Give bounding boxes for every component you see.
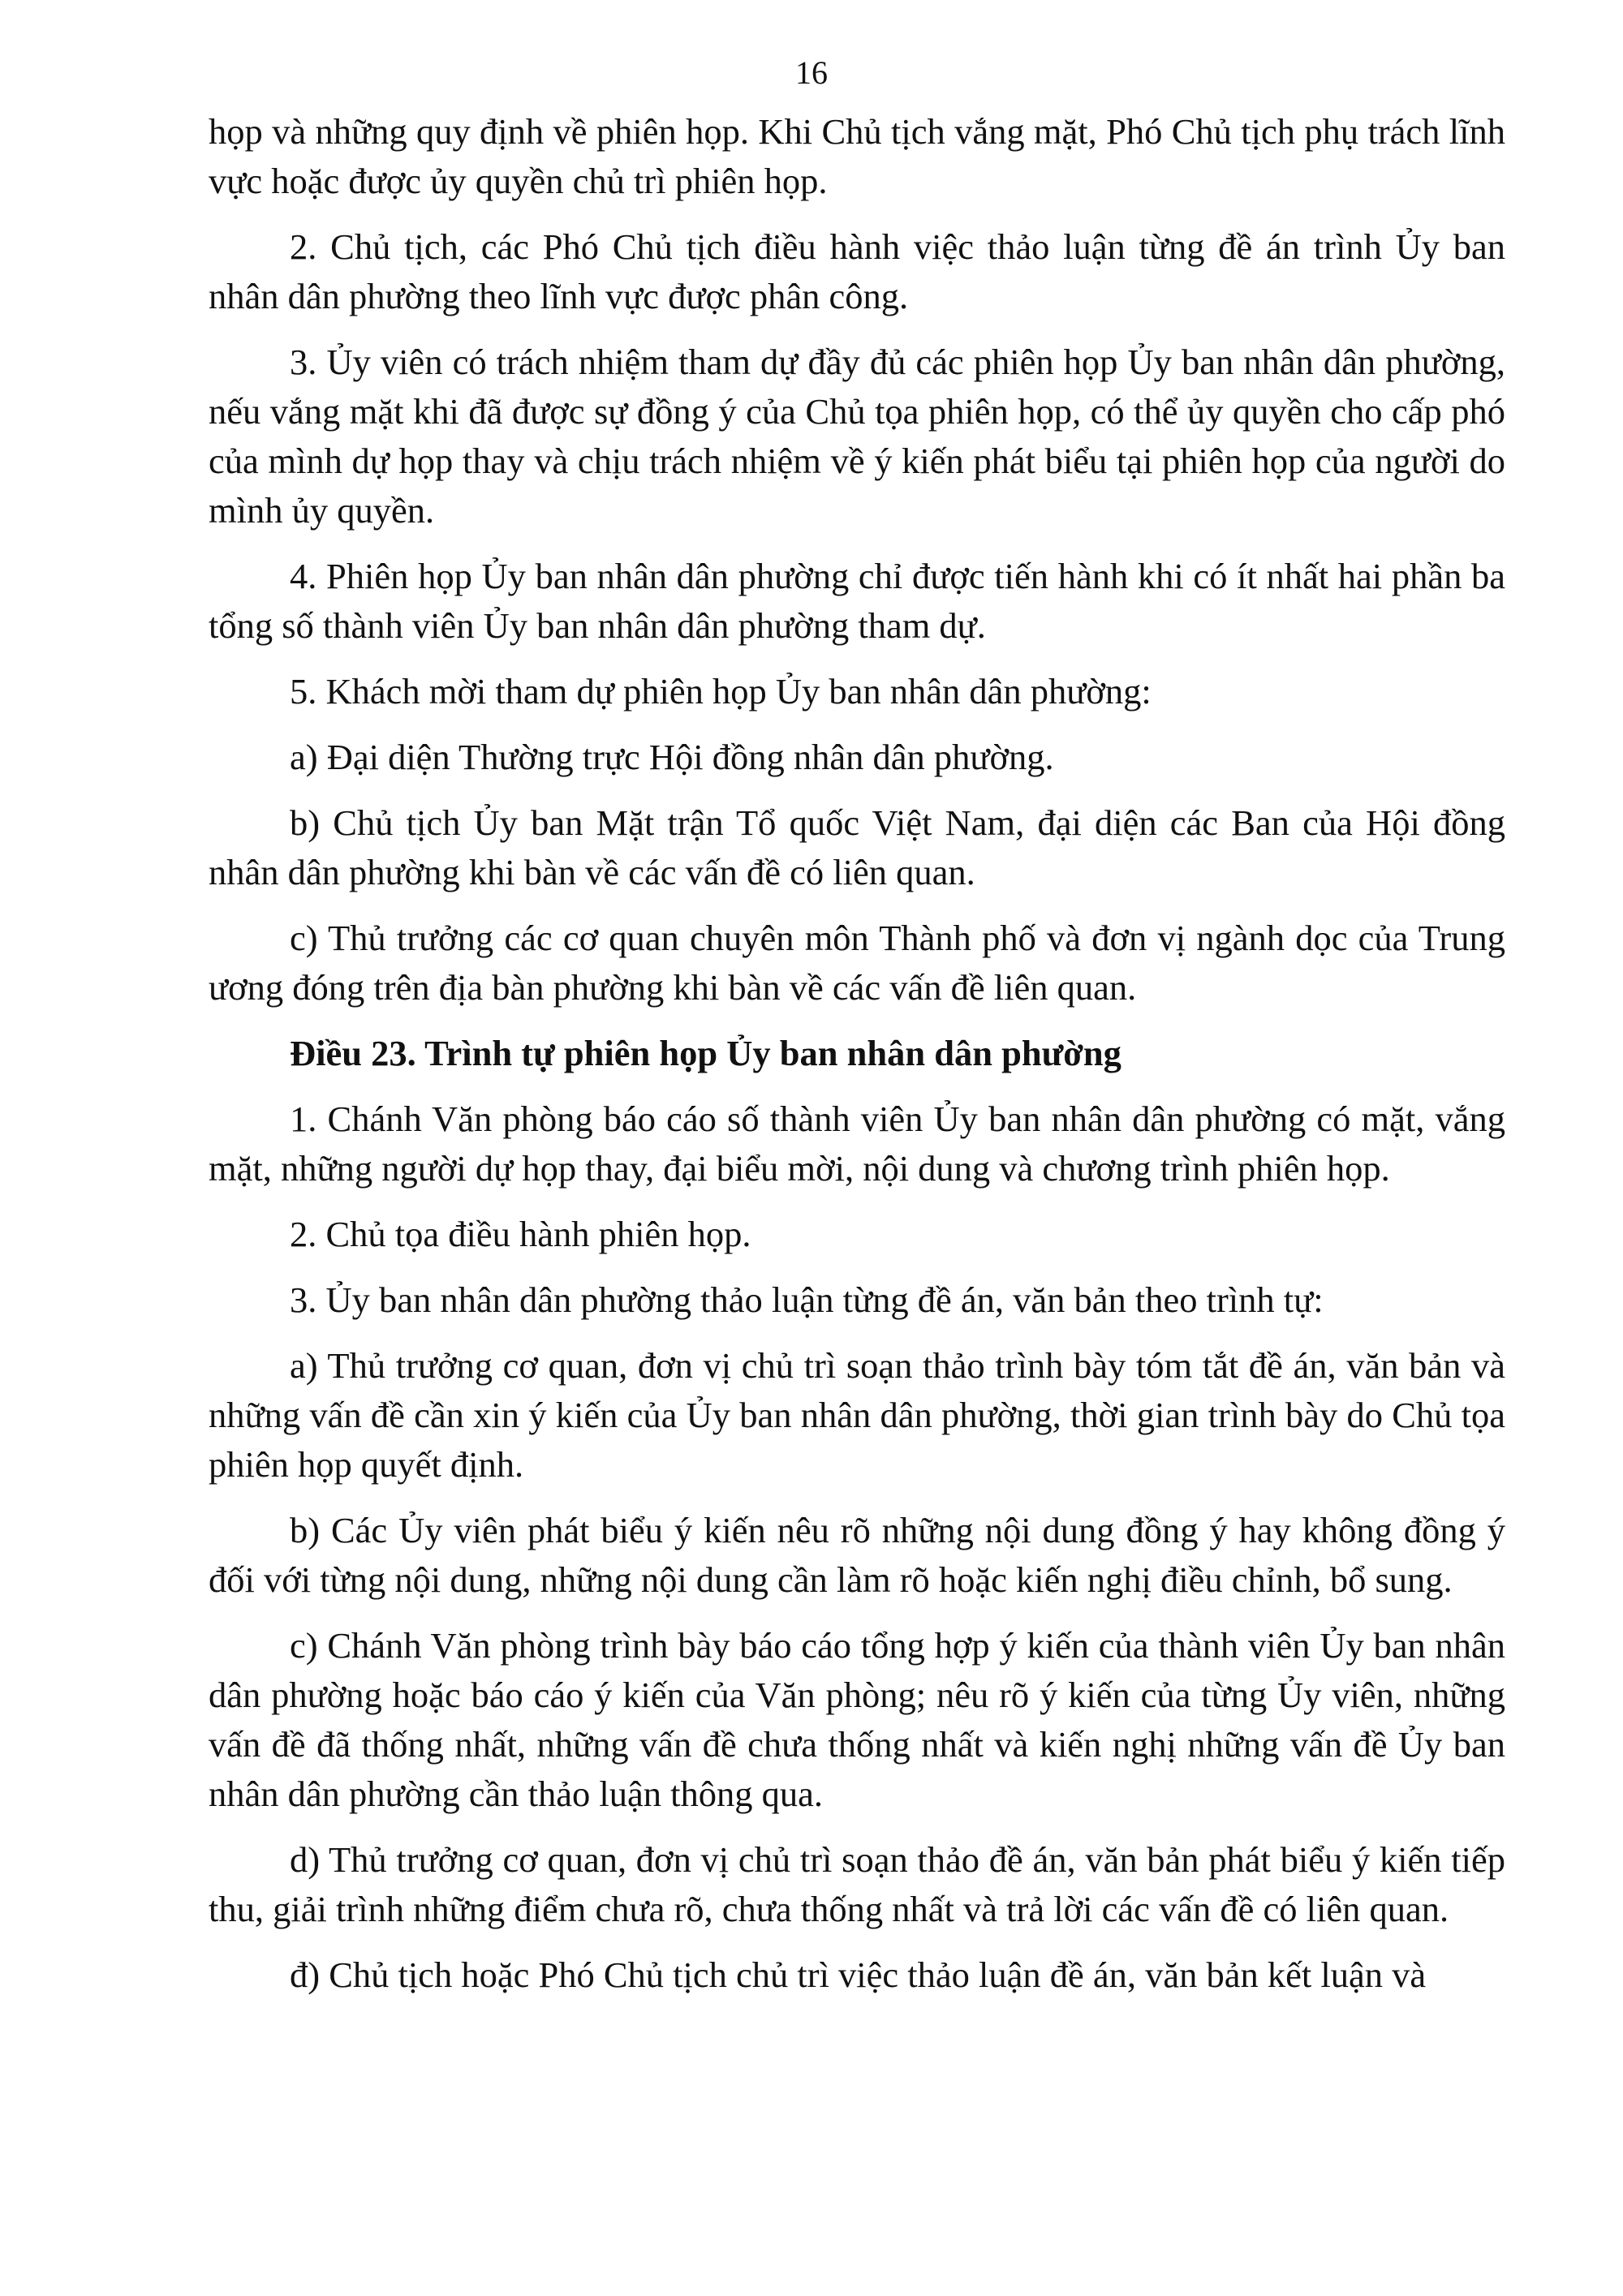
paragraph-point-b: b) Chủ tịch Ủy ban Mặt trận Tổ quốc Việt Nam, đại diện các Ban của Hội đồng nhân dân phường khi bàn về các vấn đề có liên quan. [209,802,1505,892]
paragraph-clause-4: 4. Phiên họp Ủy ban nhân dân phường chỉ được tiến hành khi có ít nhất hai phần ba tổng số thành viên Ủy ban nhân dân phường tham dự. [209,556,1505,646]
article-23-clause-1: 1. Chánh Văn phòng báo cáo số thành viên Ủy ban nhân dân phường có mặt, vắng mặt, những người dự họp thay, đại biểu mời, nội dung và chương trình phiên họp. [209,1099,1505,1189]
article-23-heading: Điều 23. Trình tự phiên họp Ủy ban nhân dân phường [290,1033,1121,1073]
page-number: 16 [795,54,828,91]
article-23-point-b: b) Các Ủy viên phát biểu ý kiến nêu rõ những nội dung đồng ý hay không đồng ý đối với từng nội dung, những nội dung cần làm rõ hoặc kiến nghị điều chỉnh, bổ sung. [209,1510,1505,1600]
article-23-clause-3: 3. Ủy ban nhân dân phường thảo luận từng đề án, văn bản theo trình tự: [290,1279,1324,1320]
paragraph-point-c: c) Thủ trưởng các cơ quan chuyên môn Thành phố và đơn vị ngành dọc của Trung ương đóng trên địa bàn phường khi bàn về các vấn đề liên quan. [209,918,1505,1008]
paragraph-point-a: a) Đại diện Thường trực Hội đồng nhân dân phường. [290,737,1054,777]
paragraph-clause-2: 2. Chủ tịch, các Phó Chủ tịch điều hành việc thảo luận từng đề án trình Ủy ban nhân dân phường theo lĩnh vực được phân công. [209,226,1505,316]
article-23-point-c: c) Chánh Văn phòng trình bày báo cáo tổng hợp ý kiến của thành viên Ủy ban nhân dân phường hoặc báo cáo ý kiến của Văn phòng; nêu rõ ý kiến của từng Ủy viên, những vấn đề đã thống nhất, những vấn đề chưa thống nhất và kiến nghị những vấn đề Ủy ban nhân dân phường cần thảo luận thông qua. [209,1625,1505,1814]
paragraph-continuation: họp và những quy định về phiên họp. Khi Chủ tịch vắng mặt, Phó Chủ tịch phụ trách lĩnh vực hoặc được ủy quyền chủ trì phiên họp. [209,111,1505,201]
document-body [209,107,1505,2016]
paragraph-clause-3: 3. Ủy viên có trách nhiệm tham dự đầy đủ các phiên họp Ủy ban nhân dân phường, nếu vắng mặt khi đã được sự đồng ý của Chủ tọa phiên họp, có thể ủy quyền cho cấp phó của mình dự họp thay và chịu trách nhiệm về ý kiến phát biểu tại phiên họp của người do mình ủy quyền. [209,342,1505,531]
article-23-point-a: a) Thủ trưởng cơ quan, đơn vị chủ trì soạn thảo trình bày tóm tắt đề án, văn bản và những vấn đề cần xin ý kiến của Ủy ban nhân dân phường, thời gian trình bày do Chủ tọa phiên họp quyết định. [209,1345,1505,1485]
article-23-point-dd: đ) Chủ tịch hoặc Phó Chủ tịch chủ trì việc thảo luận đề án, văn bản kết luận và [290,1954,1427,1995]
article-23-point-d: d) Thủ trưởng cơ quan, đơn vị chủ trì soạn thảo đề án, văn bản phát biểu ý kiến tiếp thu, giải trình những điểm chưa rõ, chưa thống nhất và trả lời các vấn đề có liên quan. [209,1839,1505,1929]
paragraph-clause-5: 5. Khách mời tham dự phiên họp Ủy ban nhân dân phường: [290,671,1152,712]
article-23-clause-2: 2. Chủ tọa điều hành phiên họp. [290,1214,751,1254]
